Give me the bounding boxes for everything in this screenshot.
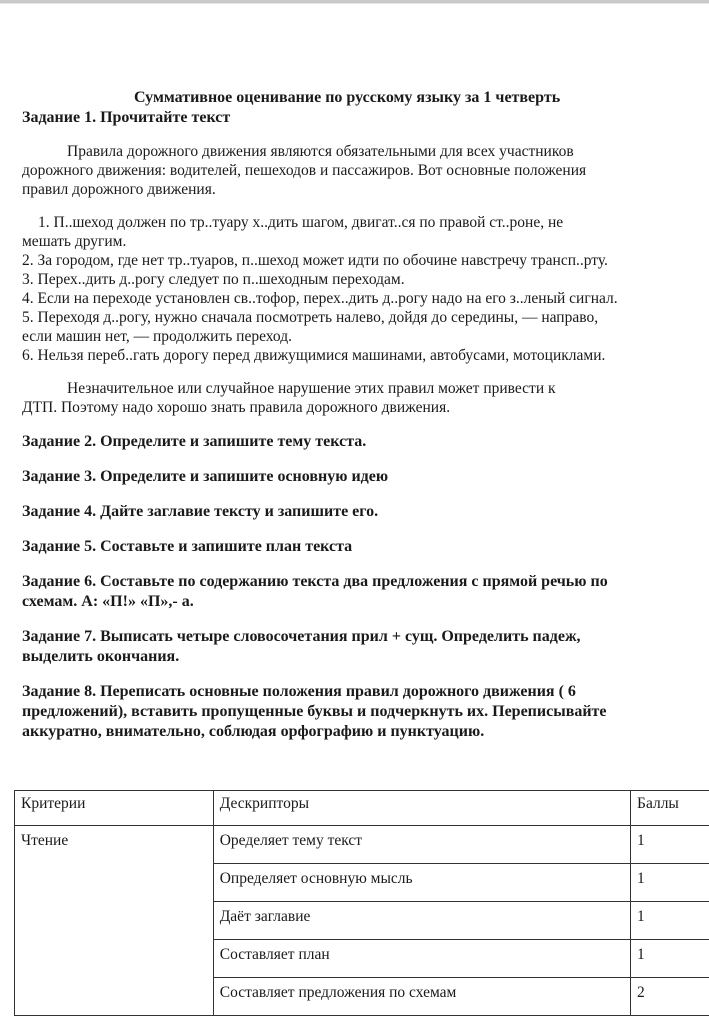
task-5 xyxy=(22,537,709,557)
table-row xyxy=(15,826,709,864)
task-line: схемам. А: «П!» «П»,- а. xyxy=(22,593,194,610)
task-line: Задание 8. Переписать основные положения правил дорожного движения ( 6 xyxy=(22,683,576,700)
rule-line: мешать другим. xyxy=(22,233,127,250)
criteria-table xyxy=(14,790,709,1016)
task-4 xyxy=(22,502,709,522)
header-score: Баллы xyxy=(631,791,709,826)
rule-line: 5. Переходя д..рогу, нужно сначала посмотреть налево, дойдя до середины, — направо, xyxy=(22,309,599,326)
task-line: Задание 2. Определите и запишите тему текста. xyxy=(22,433,367,450)
task-line: Задание 4. Дайте заглавие тексту и запишите его. xyxy=(22,503,379,520)
criterion-cell: Чтение xyxy=(15,826,214,1016)
task-line: Задание 5. Составьте и запишите план текста xyxy=(22,538,353,555)
descriptor-cell: Определяет основную мысль xyxy=(213,864,630,902)
rule-line: 1. П..шеход должен по тр..туару х..дить шагом, двигат..ся по правой ст..роне, не xyxy=(38,214,564,231)
rules-list xyxy=(22,213,709,365)
descriptor-cell: Составляет предложения по схемам xyxy=(213,978,630,1016)
criteria-header-row xyxy=(15,791,709,826)
task1-heading: Задание 1. Прочитайте текст xyxy=(22,109,231,126)
closing-line: Незначительное или случайное нарушение этих правил может привести к xyxy=(67,380,556,397)
task-line: Задание 6. Составьте по содержанию текста два предложения с прямой речью по xyxy=(22,573,608,590)
rule-line: 4. Если на переходе установлен св..тофор, перех..дить д..рогу надо на его з..леный сигнал. xyxy=(22,290,618,307)
intro-line: Правила дорожного движения являются обязательными для всех участников xyxy=(67,143,574,160)
top-border-shadow xyxy=(0,3,709,4)
task-line: Задание 7. Выписать четыре словосочетания прил + сущ. Определить падеж, xyxy=(22,628,581,645)
task-2 xyxy=(22,432,709,452)
document-page xyxy=(22,88,709,742)
document-title: Суммативное оценивание по русскому языку за 1 четверть xyxy=(134,89,561,106)
closing-paragraph xyxy=(22,379,709,417)
score-cell: 1 xyxy=(631,902,709,940)
task-7 xyxy=(22,627,709,667)
descriptor-cell: Составляет план xyxy=(213,940,630,978)
score-cell: 1 xyxy=(631,864,709,902)
descriptor-cell: Оределяет тему текст xyxy=(213,826,630,864)
score-cell: 1 xyxy=(631,940,709,978)
task-line: предложений), вставить пропущенные буквы и подчеркнуть их. Переписывайте xyxy=(22,703,607,720)
task-8 xyxy=(22,682,709,742)
closing-line: ДТП. Поэтому надо хорошо знать правила дорожного движения. xyxy=(22,399,451,416)
rule-line: 2. За городом, где нет тр..туаров, п..шеход может идти по обочине навстречу трансп..рту. xyxy=(22,252,608,269)
descriptor-cell: Даёт заглавие xyxy=(213,902,630,940)
score-cell: 2 xyxy=(631,978,709,1016)
rule-line: если машин нет, — продолжить переход. xyxy=(22,328,293,345)
task-line: Задание 3. Определите и запишите основную идею xyxy=(22,468,389,485)
score-cell: 1 xyxy=(631,826,709,864)
header-descriptors: Дескрипторы xyxy=(213,791,630,826)
rule-line: 6. Нельзя переб..гать дорогу перед движущимися машинами, автобусами, мотоциклами. xyxy=(22,347,606,364)
header-criteria: Критерии xyxy=(15,791,214,826)
intro-paragraph xyxy=(22,142,709,199)
rule-line: 3. Перех..дить д..рогу следует по п..шеходным переходам. xyxy=(22,271,405,288)
task-6 xyxy=(22,572,709,612)
task-line: аккуратно, внимательно, соблюдая орфографию и пунктуацию. xyxy=(22,723,485,740)
intro-line: правил дорожного движения. xyxy=(22,181,216,198)
task-line: выделить окончания. xyxy=(22,648,180,665)
intro-line: дорожного движения: водителей, пешеходов и пассажиров. Вот основные положения xyxy=(22,162,587,179)
task-3 xyxy=(22,467,709,487)
